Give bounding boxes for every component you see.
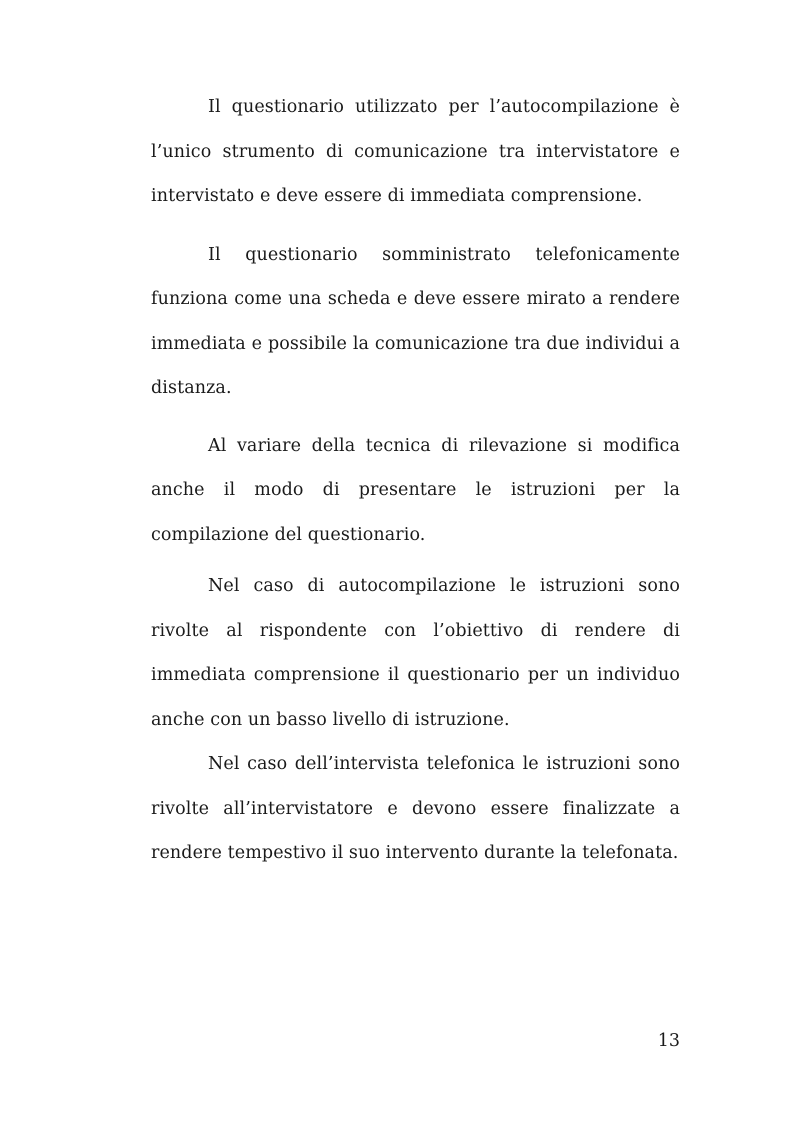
paragraph-tecnica-rilevazione: Al variare della tecnica di rilevazione si modifica anche il modo di presentare le istruzioni per la compilazione del questionario. (151, 435, 680, 545)
page-number: 13 (657, 1031, 680, 1051)
paragraph-istruzioni-telefoniche: Nel caso dell’intervista telefonica le istruzioni sono rivolte all’intervistatore e devono essere finalizzate a rendere tempestivo il suo intervento durante la telefonata. (151, 754, 680, 863)
paragraph-autocompilazione-intro: Il questionario utilizzato per l’autocompilazione è l’unico strumento di comunicazione tra intervistatore e intervistato e deve essere di immediata comprensione. (151, 97, 680, 206)
document-body (151, 85, 680, 876)
paragraph-telefonico-intro: Il questionario somministrato telefonicamente funziona come una scheda e deve essere mirato a rendere immediata e possibile la comunicazione tra due individui a distanza. (151, 244, 680, 398)
paragraph-istruzioni-autocompilazione: Nel caso di autocompilazione le istruzioni sono rivolte al rispondente con l’obiettivo di rendere di immediata comprensione il questionario per un individuo anche con un basso livello di istruzione. (151, 576, 680, 730)
